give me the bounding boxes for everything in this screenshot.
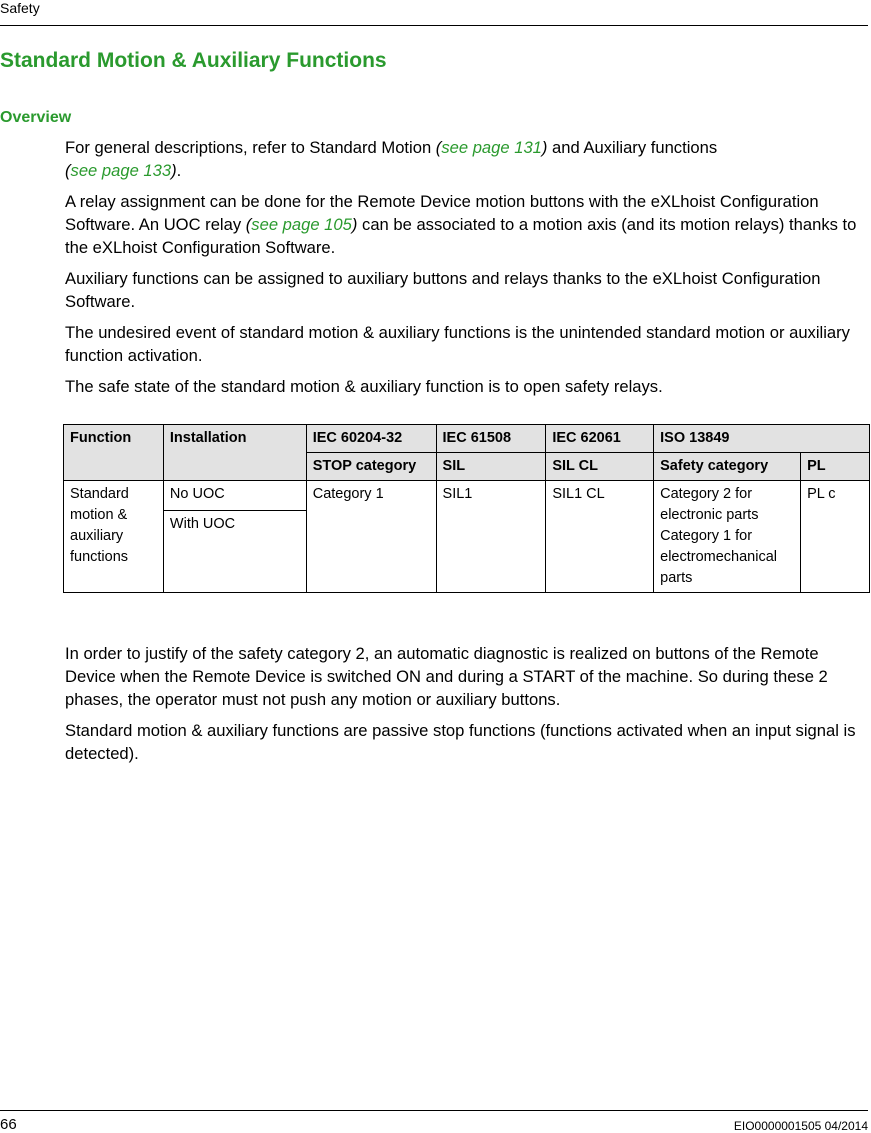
cell-pl: PL c [801, 481, 870, 593]
document-reference: EIO0000001505 04/2014 [733, 1119, 868, 1133]
link-page-105[interactable]: see page 105 [251, 215, 352, 234]
table-header-row [64, 425, 870, 453]
header-function: Function [64, 425, 164, 481]
section-heading-overview: Overview [0, 109, 72, 126]
cell-installation-with-uoc: With UOC [163, 510, 306, 592]
header-sil: SIL [436, 453, 546, 481]
after-table-paragraph-1: In order to justify of the safety category 2, an automatic diagnostic is realized on buttons of the Remote Device when the Remote Device is switched ON and during a START of the machine. So during these 2 phases, the operator must not push any motion or auxiliary buttons. [65, 644, 828, 709]
cell-function: Standard motion & auxiliary functions [64, 481, 164, 593]
page-title: Standard Motion & Auxiliary Functions [0, 49, 387, 72]
table-row [64, 481, 870, 511]
overview-paragraph-1: For general descriptions, refer to Standard Motion (see page 131) and Auxiliary functions (see page 133). [65, 138, 718, 180]
header-safety-category: Safety category [654, 453, 801, 481]
header-sil-cl: SIL CL [546, 453, 654, 481]
cell-installation-no-uoc: No UOC [163, 481, 306, 511]
header-iec-62061: IEC 62061 [546, 425, 654, 453]
cell-safety-category: Category 2 for electronic parts Category 1 for electromechanical parts [654, 481, 801, 593]
link-page-131[interactable]: see page 131 [441, 138, 542, 157]
running-header: Safety [0, 0, 40, 16]
header-iec-61508: IEC 61508 [436, 425, 546, 453]
overview-body [65, 136, 870, 406]
overview-paragraph-5: The safe state of the standard motion & auxiliary function is to open safety relays. [65, 377, 663, 396]
link-page-133[interactable]: see page 133 [70, 161, 172, 180]
cell-sil-cl: SIL1 CL [546, 481, 654, 593]
header-iec-60204: IEC 60204-32 [306, 425, 436, 453]
header-installation: Installation [163, 425, 306, 481]
after-table-paragraph-2: Standard motion & auxiliary functions are passive stop functions (functions activated when an input signal is detected). [65, 721, 856, 763]
header-iso-13849: ISO 13849 [654, 425, 870, 453]
header-stop-category: STOP category [306, 453, 436, 481]
header-pl: PL [801, 453, 870, 481]
cell-stop-category: Category 1 [306, 481, 436, 593]
header-rule [0, 25, 868, 26]
safety-table [63, 424, 870, 593]
overview-paragraph-3: Auxiliary functions can be assigned to auxiliary buttons and relays thanks to the eXLhoist Configuration Software. [65, 269, 821, 311]
cell-sil: SIL1 [436, 481, 546, 593]
overview-paragraph-4: The undesired event of standard motion & auxiliary functions is the unintended standard motion or auxiliary function activation. [65, 323, 850, 365]
page-number: 66 [0, 1116, 17, 1133]
after-table-body [65, 642, 870, 773]
footer-rule [0, 1110, 868, 1111]
overview-paragraph-2: A relay assignment can be done for the Remote Device motion buttons with the eXLhoist Configuration Software. An UOC relay (see page 105) can be associated to a motion axis (and its motion relays) thanks to the eXLhoist Configuration Software. [65, 192, 857, 257]
